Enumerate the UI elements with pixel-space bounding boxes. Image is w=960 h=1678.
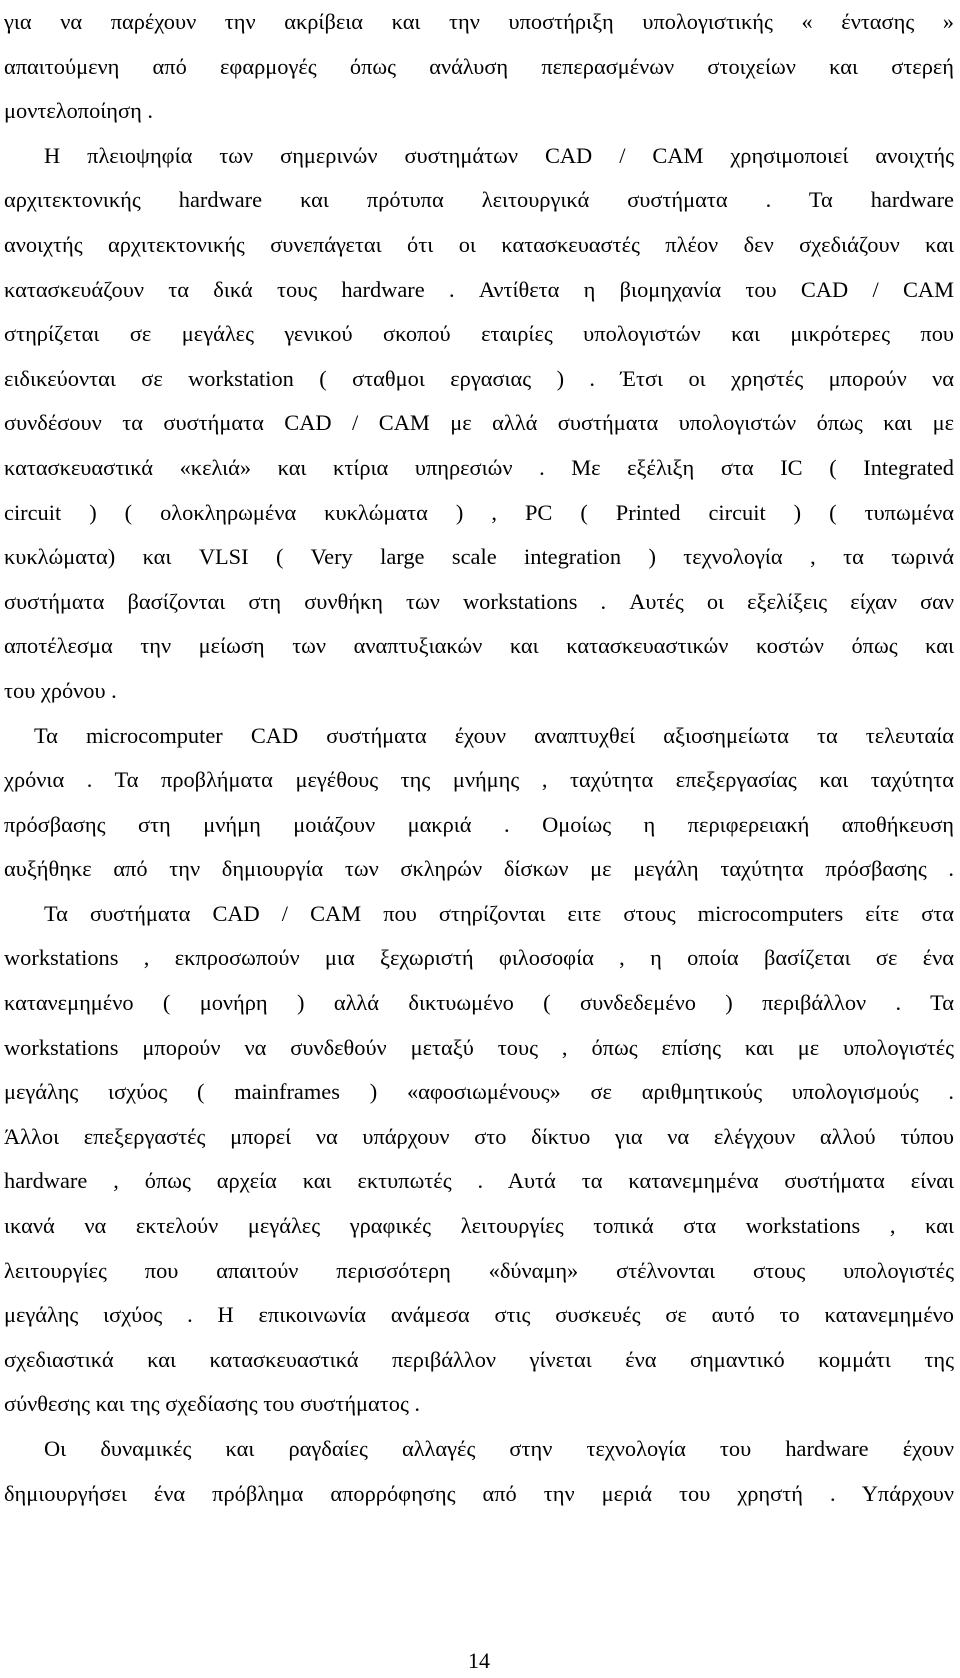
text-line: μοντελοποίηση . — [4, 98, 153, 124]
body-text — [4, 0, 954, 1516]
text-line: κατασκευαστικά «κελιά» και κτίρια υπηρεσιών . Με εξέλιξη στα IC ( Integrated — [4, 454, 954, 480]
text-line: circuit ) ( ολοκληρωμένα κυκλώματα ) , PC ( Printed circuit ) ( τυπωμένα — [4, 499, 954, 525]
text-line: ανοιχτής αρχιτεκτονικής συνεπάγεται ότι οι κατασκευαστές πλέον δεν σχεδιάζουν και — [4, 231, 954, 257]
page-number: 14 — [468, 1648, 490, 1673]
text-line: workstations , εκπροσωπούν μια ξεχωριστή φιλοσοφία , η οποία βασίζεται σε ένα — [4, 945, 954, 971]
text-line: Η πλειοψηφία των σημερινών συστημάτων CAD / CAM χρησιμοποιεί ανοιχτής — [44, 142, 954, 168]
text-line: ικανά να εκτελούν μεγάλες γραφικές λειτουργίες τοπικά στα workstations , και — [4, 1213, 954, 1239]
text-line: Τα microcomputer CAD συστήματα έχουν αναπτυχθεί αξιοσημείωτα τα τελευταία — [34, 722, 954, 748]
text-line: σχεδιαστικά και κατασκευαστικά περιβάλλον γίνεται ένα σημαντικό κομμάτι της — [4, 1346, 954, 1372]
paragraph-5 — [4, 1427, 954, 1516]
text-line: στηρίζεται σε μεγάλες γενικού σκοπού εταιρίες υπολογιστών και μικρότερες που — [4, 321, 954, 347]
text-line: συστήματα βασίζονται στη συνθήκη των workstations . Αυτές οι εξελίξεις είχαν σαν — [4, 588, 954, 614]
paragraph-3 — [4, 714, 954, 892]
text-line: πρόσβασης στη μνήμη μοιάζουν μακριά . Ομοίως η περιφερειακή αποθήκευση — [4, 811, 954, 837]
text-line: απαιτούμενη από εφαρμογές όπως ανάλυση πεπερασμένων στοιχείων και στερεή — [4, 53, 954, 79]
text-line: workstations μπορούν να συνδεθούν μεταξύ τους , όπως επίσης και με υπολογιστές — [4, 1034, 954, 1060]
text-line: κατανεμημένο ( μονήρη ) αλλά δικτυωμένο ( συνδεδεμένο ) περιβάλλον . Τα — [4, 990, 954, 1016]
text-line: χρόνια . Τα προβλήματα μεγέθους της μνήμης , ταχύτητα επεξεργασίας και ταχύτητα — [4, 767, 954, 793]
text-line: για να παρέχουν την ακρίβεια και την υποστήριξη υπολογιστικής « έντασης » — [4, 9, 954, 34]
paragraph-2 — [4, 134, 954, 714]
text-line: του χρόνου . — [4, 677, 117, 703]
text-line: Τα συστήματα CAD / CAM που στηρίζονται ειτε στους microcomputers είτε στα — [44, 900, 954, 926]
text-line: μεγάλης ισχύος . Η επικοινωνία ανάμεσα στις συσκευές σε αυτό το κατανεμημένο — [4, 1302, 954, 1328]
text-line: αποτέλεσμα την μείωση των αναπτυξιακών και κατασκευαστικών κοστών όπως και — [4, 633, 954, 659]
text-line: κατασκευάζουν τα δικά τους hardware . Αντίθετα η βιομηχανία του CAD / CAM — [4, 276, 954, 302]
text-line: αρχιτεκτονικής hardware και πρότυπα λειτουργικά συστήματα . Τα hardware — [4, 187, 954, 213]
text-line: μεγάλης ισχύος ( mainframes ) «αφοσιωμένους» σε αριθμητικούς υπολογισμούς . — [4, 1079, 954, 1105]
text-line: Οι δυναμικές και ραγδαίες αλλαγές στην τεχνολογία του hardware έχουν — [44, 1436, 954, 1461]
paragraph-1 — [4, 0, 954, 134]
text-line: κυκλώματα) και VLSI ( Very large scale integration ) τεχνολογία , τα τωρινά — [4, 544, 954, 570]
text-line: αυξήθηκε από την δημιουργία των σκληρών δίσκων με μεγάλη ταχύτητα πρόσβασης . — [4, 856, 954, 882]
text-line: hardware , όπως αρχεία και εκτυπωτές . Αυτά τα κατανεμημένα συστήματα είναι — [4, 1168, 954, 1194]
paragraph-4 — [4, 892, 954, 1427]
text-line: ειδικεύονται σε workstation ( σταθμοι εργασιας ) . Έτσι οι χρηστές μπορούν να — [4, 365, 954, 391]
text-line: συνδέσουν τα συστήματα CAD / CAM με αλλά συστήματα υπολογιστών όπως και με — [4, 410, 954, 436]
text-line: δημιουργήσει ένα πρόβλημα απορρόφησης από την μεριά του χρηστή . Υπάρχουν — [4, 1480, 954, 1506]
text-line: λειτουργίες που απαιτούν περισσότερη «δύναμη» στέλνονται στους υπολογιστές — [4, 1257, 954, 1283]
text-line: σύνθεσης και της σχεδίασης του συστήματος . — [4, 1391, 421, 1417]
text-line: Άλλοι επεξεργαστές μπορεί να υπάρχουν στο δίκτυο για να ελέγχουν αλλού τύπου — [4, 1123, 954, 1149]
document-page — [4, 0, 954, 1678]
